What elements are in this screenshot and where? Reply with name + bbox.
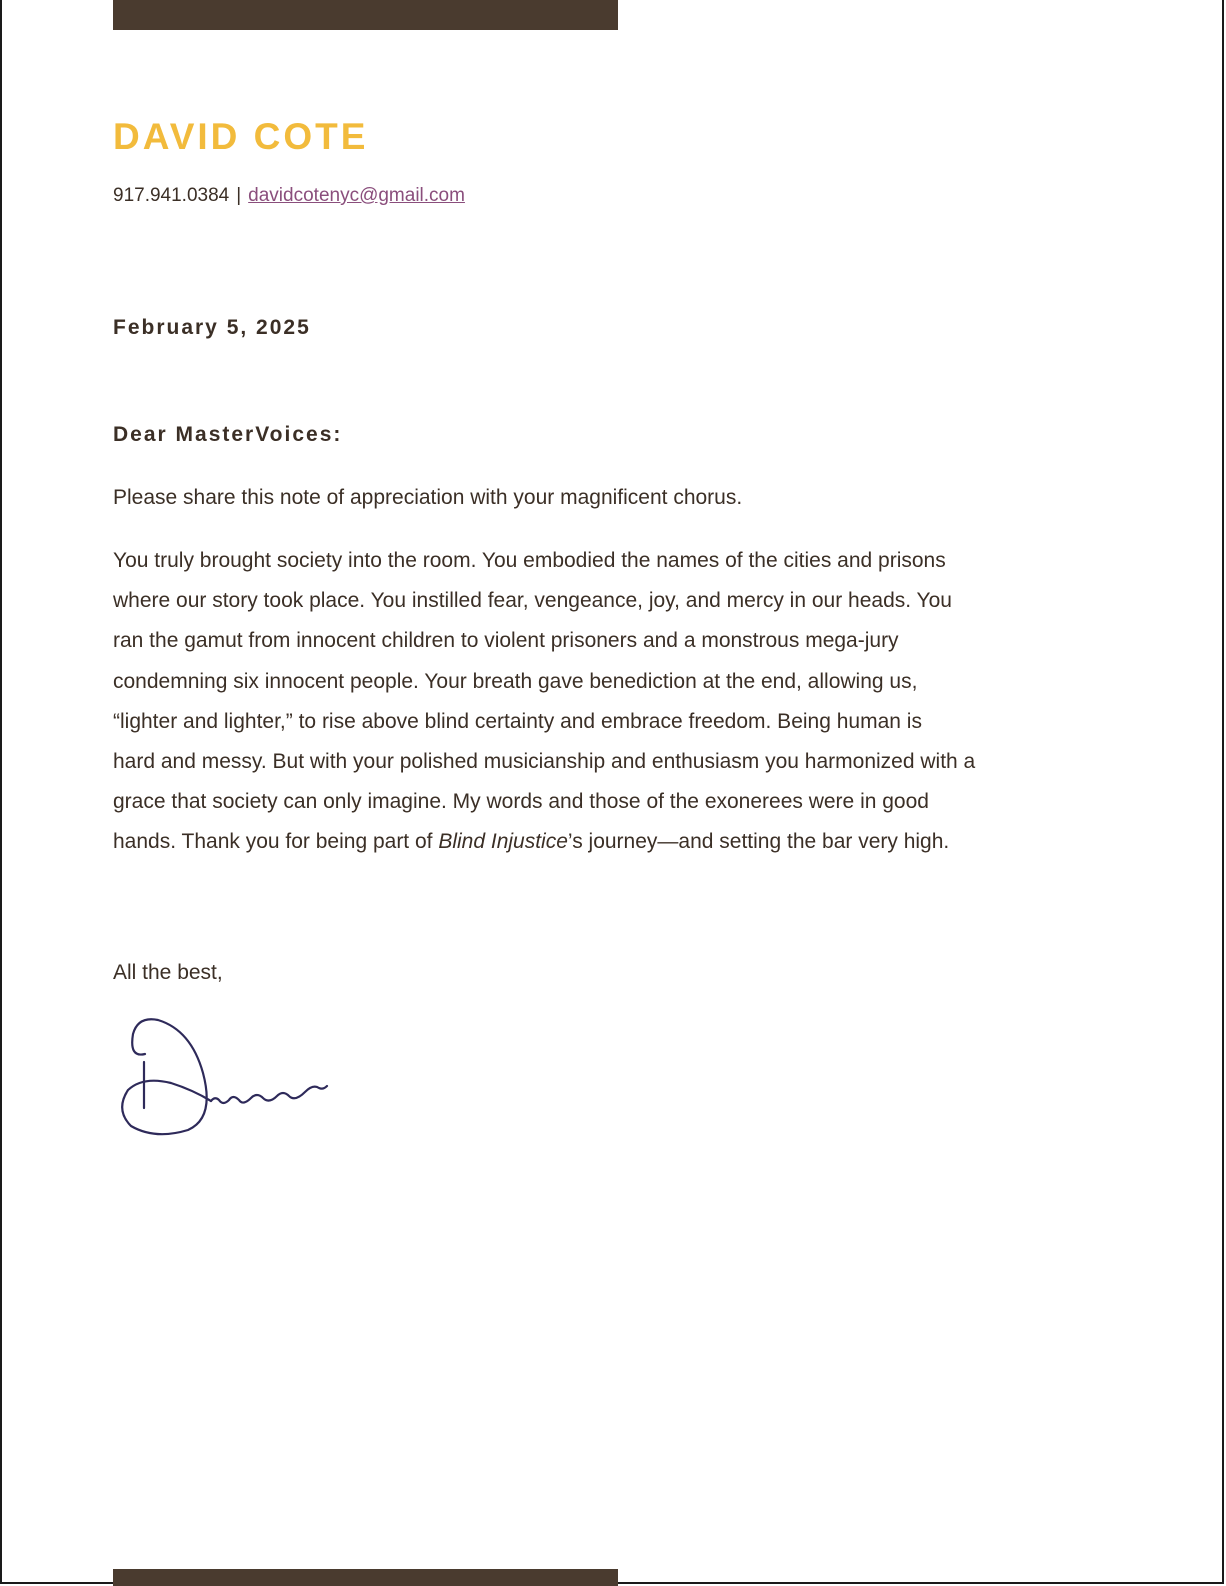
body-line: ran the gamut from innocent children to violent prisoners and a monstrous mega-jury [113,629,899,653]
body-line: grace that society can only imagine. My words and those of the exonerees were in good [113,790,929,814]
top-decorative-bar [113,0,618,30]
body-line: where our story took place. You instilled fear, vengeance, joy, and mercy in our heads. You [113,589,952,613]
paragraph-body [113,547,1113,869]
body-line: You truly brought society into the room. You embodied the names of the cities and prisons [113,549,946,572]
body-line: condemning six innocent people. Your breath gave benediction at the end, allowing us, [113,669,918,693]
body-line: hard and messy. But with your polished musicianship and enthusiasm you harmonized with a [113,749,976,773]
bottom-decorative-bar [113,1569,618,1586]
salutation: Dear MasterVoices: [113,423,343,446]
closing: All the best, [113,961,223,984]
last-line-before: hands. Thank you for being part of [113,830,439,854]
body-line-last [113,828,1113,868]
phone-number: 917.941.0384 [113,185,230,206]
contact-line [113,185,465,207]
paragraph-intro: Please share this note of appreciation with your magnificent chorus. [113,486,743,509]
contact-separator: | [236,185,242,206]
last-line-after: ’s journey—and setting the bar very high. [567,830,950,854]
show-title: Blind Injustice [438,830,568,854]
email-link[interactable]: davidcotenyc@gmail.com [248,185,465,206]
letter-date: February 5, 2025 [113,316,311,339]
signature-image [113,1018,343,1148]
body-line: “lighter and lighter,” to rise above blind certainty and embrace freedom. Being human is [113,709,922,733]
sender-name: DAVID COTE [113,116,369,157]
